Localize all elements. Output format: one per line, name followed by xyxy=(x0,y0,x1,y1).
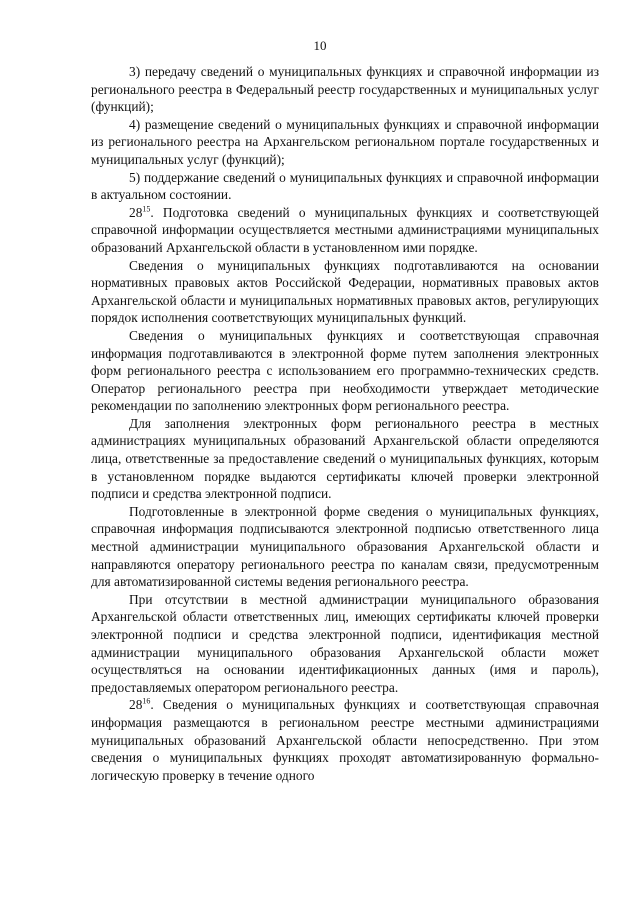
paragraph-28-16: $28^{16}$. Сведения о муниципальных функциях и соответствующая справочная информация размещаются в региональном реестре местными администрациями муниципальных образований Архангельской области непосредственно. При этом сведения о муниципальных функциях проходят автоматизированную формально-логическую проверку в течение одного xyxy=(91,696,599,783)
paragraph-body: При отсутствии в местной администрации муниципального образования Архангельской области ответственных лиц, имеющих сертификаты ключей проверки электронной подписи и средства электронной подписи, идентификация местной администрации муниципального образования Архангельской области может осуществляться на основании идентификационных данных (имя и пароль), предоставляемых оператором регионального реестра. xyxy=(91,591,599,695)
paragraph-item-4: 4) размещение сведений о муниципальных функциях и справочной информации из регионального реестра на Архангельском региональном портале государственных и муниципальных услуг (функций); xyxy=(91,116,599,167)
clause-number: 28 xyxy=(129,204,143,220)
paragraph-body: Сведения о муниципальных функциях подготавливаются на основании нормативных правовых актов Российской Федерации, нормативных правовых актов Архангельской области и муниципальных нормативных правовых актов, регулирующих порядок исполнения соответствующих муниципальных функций. xyxy=(91,257,599,326)
page-number: 10 xyxy=(313,38,327,53)
paragraph-item-5: 5) поддержание сведений о муниципальных функциях и справочной информации в актуальном состоянии. xyxy=(91,169,599,203)
paragraph-body: Для заполнения электронных форм регионального реестра в местных администрациях муниципальных образований Архангельской области определяются лица, ответственные за предоставление сведений о муниципальных функциях, которым в установленном порядке выдаются сертификаты ключей проверки электронной подписи и средства электронной подписи. xyxy=(91,415,599,502)
clause-superscript: 16 xyxy=(142,696,151,706)
paragraph-body: Сведения о муниципальных функциях и соответствующая справочная информация подготавливаются в электронной форме путем заполнения электронных форм регионального реестра с использованием его программно-технических средств. Оператор регионального реестра при необходимости утверждает методические рекомендации по заполнению электронных форм регионального реестра. xyxy=(91,327,599,414)
paragraph-28-15: $28^{15}$. Подготовка сведений о муниципальных функциях и соответствующей справочной информации осуществляется местными администрациями муниципальных образований Архангельской области в установленном ими порядке. xyxy=(91,204,599,255)
paragraph-body: Подготовленные в электронной форме сведения о муниципальных функциях, справочная информация подписываются электронной подписью ответственного лица местной администрации муниципального образования Архангельской области и направляются оператору регионального реестра по каналам связи, предусмотренным для автоматизированной системы ведения регионального реестра. xyxy=(91,503,599,590)
document-body xyxy=(91,63,599,784)
paragraph-item-3: 3) передачу сведений о муниципальных функциях и справочной информации из регионального реестра в Федеральный реестр государственных и муниципальных услуг (функций); xyxy=(91,64,599,115)
clause-number: 28 xyxy=(129,697,143,713)
clause-superscript: 15 xyxy=(142,204,151,214)
